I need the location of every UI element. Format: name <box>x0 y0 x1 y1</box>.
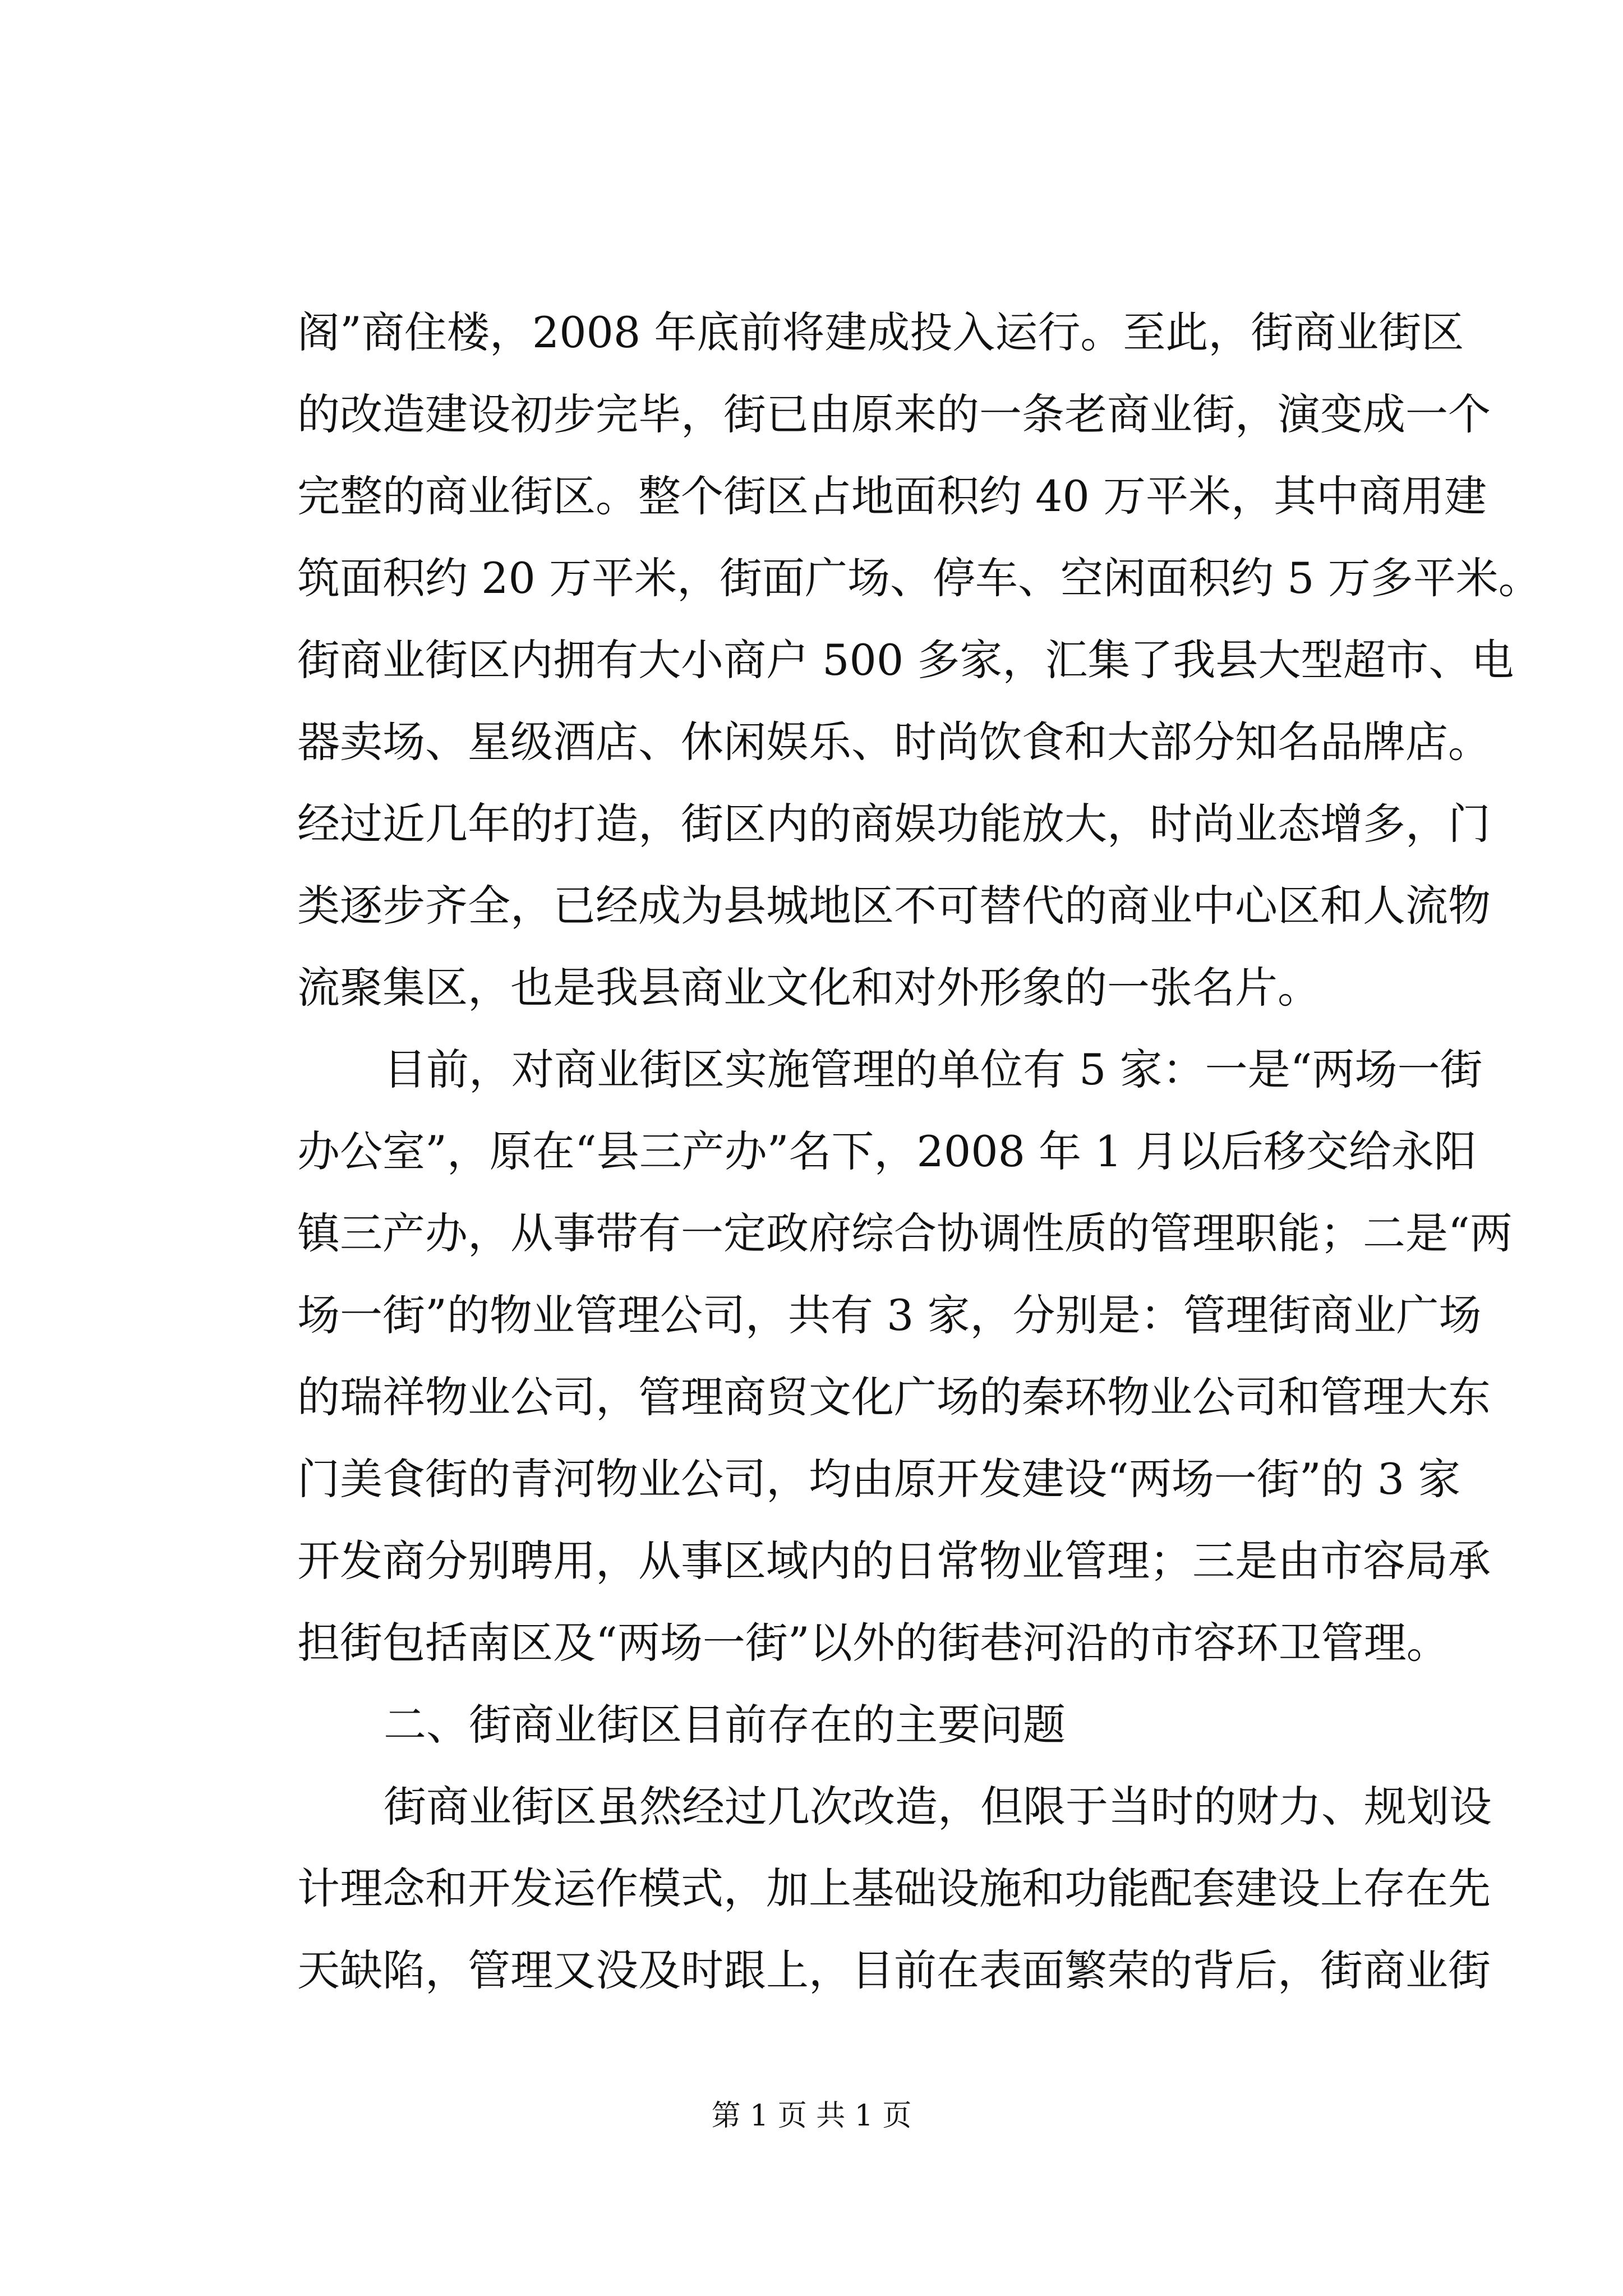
page-footer: 第 1 页 共 1 页 <box>711 2099 912 2133</box>
text-line: 街商业街区内拥有大小商户 500 多家，汇集了我县大型超市、电 <box>297 635 1514 685</box>
paragraph-p4 <box>297 1766 1492 2012</box>
paragraph-p1 <box>297 292 1541 1029</box>
text-line: 阁”商住楼，2008 年底前将建成投入运行。至此，街商业街区 <box>297 307 1464 357</box>
text-line: 目前，对商业街区实施管理的单位有 5 家：一是“两场一街 <box>384 1045 1483 1094</box>
text-line: 的瑞祥物业公司，管理商贸文化广场的秦环物业公司和管理大东 <box>297 1372 1491 1422</box>
text-line: 场一街”的物业管理公司，共有 3 家，分别是：管理街商业广场 <box>297 1290 1482 1340</box>
text-line: 流聚集区，也是我县商业文化和对外形象的一张名片。 <box>297 963 1320 1013</box>
document-body <box>297 292 1541 2012</box>
text-line: 的改造建设初步完毕，街已由原来的一条老商业街，演变成一个 <box>297 389 1491 439</box>
text-line: 筑面积约 20 万平米，街面广场、停车、空闲面积约 5 万多平米。 <box>297 553 1541 603</box>
text-line: 二、街商业街区目前存在的主要问题 <box>384 1700 1066 1750</box>
text-line: 器卖场、星级酒店、休闲娱乐、时尚饮食和大部分知名品牌店。 <box>297 717 1491 767</box>
text-line: 镇三产办，从事带有一定政府综合协调性质的管理职能；二是“两 <box>297 1208 1513 1258</box>
text-line: 办公室”，原在“县三产办”名下，2008 年 1 月以后移交给永阳 <box>297 1126 1477 1176</box>
paragraph-p2 <box>297 1029 1513 1684</box>
text-line: 担街包括南区及“两场一街”以外的街巷河沿的市容环卫管理。 <box>297 1618 1449 1668</box>
text-line: 完整的商业街区。整个街区占地面积约 40 万平米，其中商用建 <box>297 471 1487 521</box>
text-line: 经过近几年的打造，街区内的商娱功能放大，时尚业态增多，门 <box>297 799 1491 849</box>
text-line: 街商业街区虽然经过几次改造，但限于当时的财力、规划设 <box>384 1782 1492 1832</box>
text-line: 计理念和开发运作模式，加上基础设施和功能配套建设上存在先 <box>297 1864 1491 1913</box>
paragraph-p3 <box>297 1684 1413 1766</box>
text-line: 天缺陷，管理又没及时跟上，目前在表面繁荣的背后，街商业街 <box>297 1945 1491 1995</box>
text-line: 门美食街的青河物业公司，均由原开发建设“两场一街”的 3 家 <box>297 1454 1461 1504</box>
text-line: 开发商分别聘用，从事区域内的日常物业管理；三是由市容局承 <box>297 1536 1491 1586</box>
text-line: 类逐步齐全，已经成为县城地区不可替代的商业中心区和人流物 <box>297 881 1491 931</box>
